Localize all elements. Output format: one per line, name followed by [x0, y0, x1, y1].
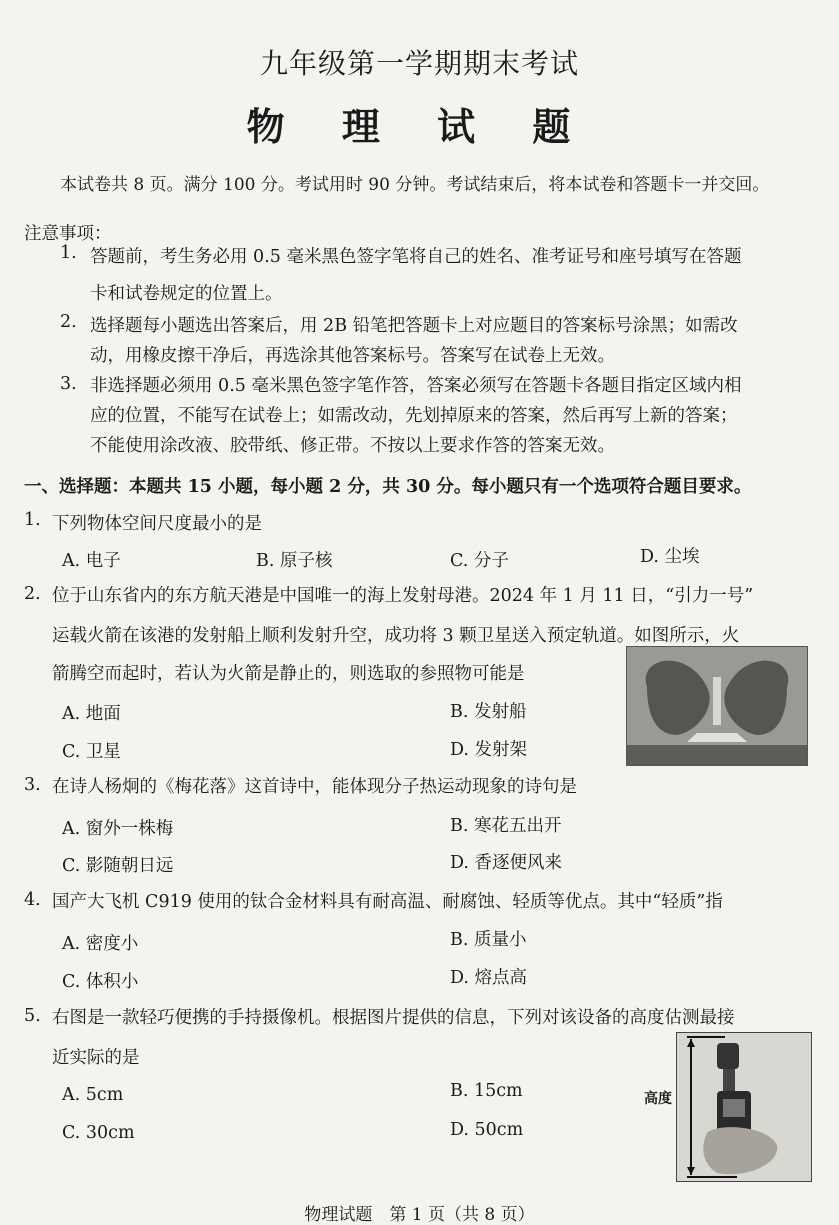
question-number: 3.: [24, 775, 41, 795]
option: A. 窗外一株梅: [62, 819, 174, 839]
option: C. 体积小: [62, 972, 139, 992]
option: B. 发射船: [450, 702, 527, 722]
question-stem: 近实际的是: [52, 1048, 140, 1068]
option: D. 50cm: [450, 1120, 524, 1140]
exam-intro: 本试卷共 8 页。满分 100 分。考试用时 90 分钟。考试结束后，将本试卷和答题卡一并交回。: [60, 175, 770, 195]
note-line: 不能使用涂改液、胶带纸、修正带。不按以上要求作答的答案无效。: [90, 436, 615, 456]
option: D. 发射架: [450, 740, 528, 760]
question-number: 4.: [24, 890, 41, 910]
option: D. 香逐便风来: [450, 853, 563, 873]
section-heading: 一、选择题：本题共 15 小题，每小题 2 分，共 30 分。每小题只有一个选项符合题目要求。: [24, 477, 752, 497]
option: C. 影随朝日远: [62, 856, 174, 876]
option: A. 密度小: [62, 934, 139, 954]
question-number: 2.: [24, 584, 41, 604]
question-number: 1.: [24, 510, 41, 530]
option: B. 质量小: [450, 930, 527, 950]
note-line: 答题前，考生务必用 0.5 毫米黑色签字笔将自己的姓名、准考证号和座号填写在答题: [90, 247, 742, 267]
option: A. 5cm: [62, 1085, 124, 1105]
option: C. 分子: [450, 551, 509, 571]
question-stem: 在诗人杨炯的《梅花落》这首诗中，能体现分子热运动现象的诗句是: [52, 777, 577, 797]
option: A. 电子: [62, 551, 121, 571]
option: A. 地面: [62, 704, 121, 724]
option: B. 原子核: [256, 551, 333, 571]
option: C. 卫星: [62, 742, 121, 762]
question-stem: 箭腾空而起时，若认为火箭是静止的，则选取的参照物可能是: [52, 664, 525, 684]
question-stem: 右图是一款轻巧便携的手持摄像机。根据图片提供的信息，下列对该设备的高度估测最接: [52, 1008, 735, 1028]
option: C. 30cm: [62, 1123, 135, 1143]
option: D. 熔点高: [450, 968, 528, 988]
note-number: 1.: [60, 243, 77, 263]
question-stem: 下列物体空间尺度最小的是: [52, 514, 262, 534]
question-number: 5.: [24, 1006, 41, 1026]
option: B. 15cm: [450, 1081, 523, 1101]
note-line: 非选择题必须用 0.5 毫米黑色签字笔作答，答案必须写在答题卡各题目指定区域内相: [90, 376, 742, 396]
note-line: 应的位置，不能写在试卷上；如需改动，先划掉原来的答案，然后再写上新的答案；: [90, 406, 738, 426]
subject-title: 物 理 试 题: [246, 104, 593, 149]
exam-title: 九年级第一学期期末考试: [259, 47, 579, 80]
page-footer: 物理试题 第 1 页（共 8 页）: [304, 1205, 535, 1225]
note-line: 动，用橡皮擦干净后，再选涂其他答案标号。答案写在试卷上无效。: [90, 346, 615, 366]
question-stem: 国产大飞机 C919 使用的钛合金材料具有耐高温、耐腐蚀、轻质等优点。其中“轻质”指: [52, 892, 723, 912]
note-number: 3.: [60, 374, 77, 394]
note-line: 选择题每小题选出答案后，用 2B 铅笔把答题卡上对应题目的答案标号涂黑；如需改: [90, 316, 738, 336]
note-number: 2.: [60, 312, 77, 332]
notes-heading: 注意事项：: [24, 224, 112, 244]
note-line: 卡和试卷规定的位置上。: [90, 284, 283, 304]
question-stem: 位于山东省内的东方航天港是中国唯一的海上发射母港。2024 年 1 月 11 日，“引力一号”: [52, 586, 754, 606]
question-stem: 运载火箭在该港的发射船上顺利发射升空，成功将 3 颗卫星送入预定轨道。如图所示，火: [52, 626, 740, 646]
handheld-camera-photo: [676, 1032, 812, 1182]
figure-height-label: 高度: [644, 1091, 672, 1107]
option: B. 寒花五出开: [450, 816, 562, 836]
rocket-launch-photo: [626, 646, 808, 766]
option: D. 尘埃: [640, 547, 700, 567]
